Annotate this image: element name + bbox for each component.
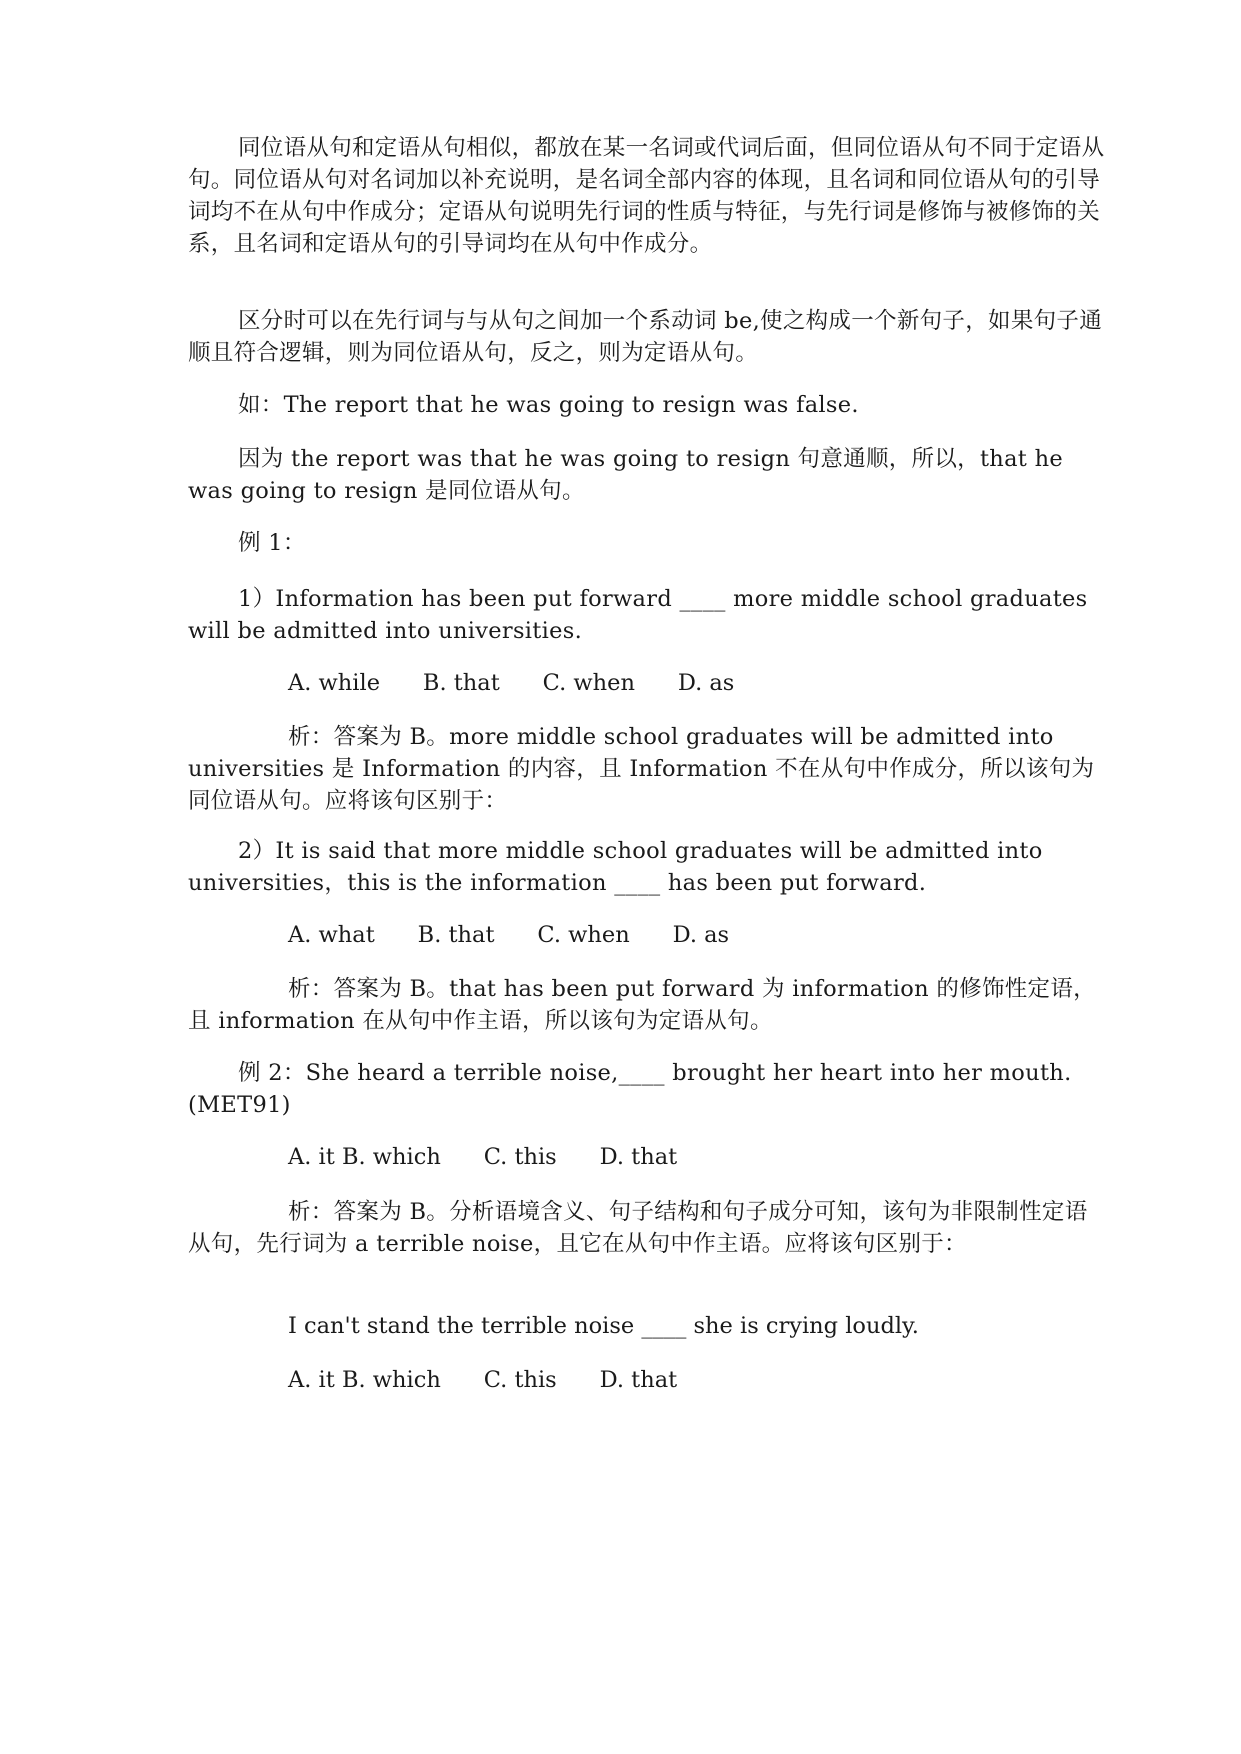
- question-2-options: A. what B. that C. when D. as: [288, 922, 730, 948]
- question-2: 2）It is said that more middle school graduates will be admitted into universities，this is the information ____ has been put forward.: [188, 838, 1043, 896]
- question-2-analysis: 析：答案为 B。that has been put forward 为 information 的修饰性定语，且 information 在从句中作主语，所以该句为定语从句。: [188, 976, 1096, 1034]
- example-2-analysis: 析：答案为 B。分析语境含义、句子结构和句子成分可知，该句为非限制性定语从句，先行词为 a terrible noise，且它在从句中作主语。应将该句区别于：: [188, 1199, 1088, 1257]
- question-1-analysis: 析：答案为 B。more middle school graduates will be admitted into universities 是 Information 的内容，且 Information 不在从句中作成分，所以该句为同位语从句。应将该句区别于：: [188, 724, 1095, 814]
- question-1-options: A. while B. that C. when D. as: [288, 670, 735, 696]
- example-1-heading: 例 1：: [238, 530, 306, 556]
- example-2-options: A. it B. which C. this D. that: [288, 1144, 678, 1170]
- example-2-question: 例 2：She heard a terrible noise,____ brought her heart into her mouth.(MET91): [188, 1060, 1072, 1118]
- example-2-contrast-sentence: I can't stand the terrible noise ____ she is crying loudly.: [288, 1313, 919, 1339]
- paragraph-method: 区分时可以在先行词与与从句之间加一个系动词 be,使之构成一个新句子，如果句子通顺且符合逻辑，则为同位语从句，反之，则为定语从句。: [188, 308, 1103, 366]
- example-2-contrast-options: A. it B. which C. this D. that: [288, 1367, 678, 1393]
- paragraph-example-intro: 如：The report that he was going to resign was false.: [238, 392, 859, 418]
- paragraph-definition: 同位语从句和定语从句相似，都放在某一名词或代词后面，但同位语从句不同于定语从句。同位语从句对名词加以补充说明，是名词全部内容的体现，且名词和同位语从句的引导词均不在从句中作成分；定语从句说明先行词的性质与特征，与先行词是修饰与被修饰的关系，且名词和定语从句的引导词均在从句中作成分。: [188, 135, 1105, 257]
- paragraph-example-explanation: 因为 the report was that he was going to resign 句意通顺，所以，that he was going to resign 是同位语从句。: [188, 446, 1064, 504]
- question-1: 1）Information has been put forward ____ more middle school graduates will be admitted into universities.: [188, 586, 1088, 644]
